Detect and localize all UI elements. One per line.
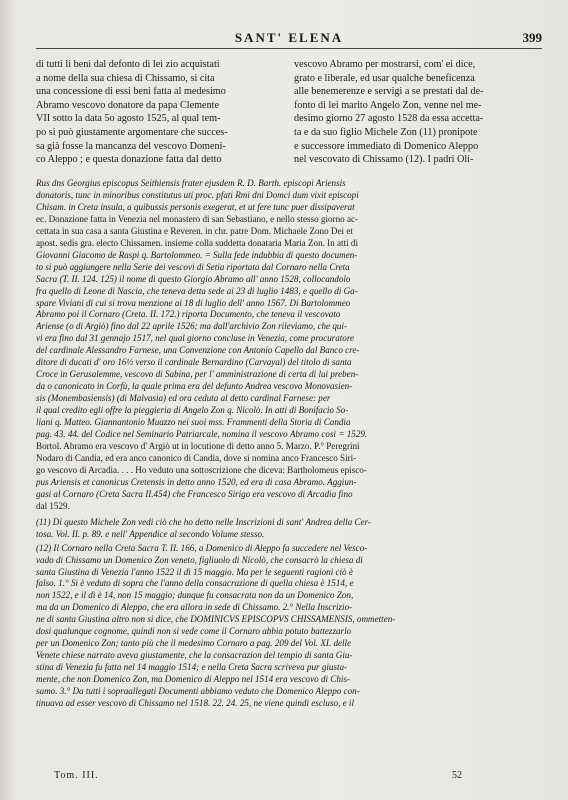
text-line: Croce in Gerusalemme, vescovo di Sabina, per l' amministrazione di certa di lui preben-: [36, 369, 359, 380]
text-line: pus Ariensis et canonicus Cretensis in detto anno 1520, ed era di casa Abramo. Aggiun-: [36, 476, 357, 487]
text-line: sa già fosse la mancanza del vescovo Domeni-: [36, 140, 226, 152]
text-line: nel vescovato di Chissamo (12). I padri Oli-: [294, 154, 474, 166]
text-line: ta e da suo figlio Michele Zon (11) pronipote: [294, 126, 478, 138]
footnote-continued: [36, 178, 542, 513]
text-line: samo. 3.° Da tutti i sopraallegati Documenti abbiamo veduto che Domenico Aleppo con-: [36, 686, 360, 697]
text-line: tinuava ad esser vescovo di Chissamo nel 1518. 22. 24. 25, ne viene quindi escluso, e il: [36, 697, 354, 708]
text-line: del cardinale Alessandro Farnese, una Convenzione con Antonio Capello dal Banco cre-: [36, 345, 360, 356]
text-line: VII sotto la data 5o agosto 1525, al qual tem-: [36, 113, 221, 125]
text-line: spare Viviani di cui si trova menzione ai 18 di luglio dell' anno 1567. Di Bartolommeo: [36, 297, 351, 308]
text-line: per un Domenico Zon; tanto più che il medesimo Cornaro a pag. 209 del Vol. XI. delle: [36, 638, 352, 649]
text-line: dosi qualunque cognome, quindi non si vede come il Cornaro abbia potuto battezzarlo: [36, 626, 352, 637]
text-line: vi era fino dal 31 gennajo 1517, nel qual giorno concluse in Venezia, come procuratore: [36, 333, 355, 344]
text-line: co Aleppo ; e questa donazione fatta dal detto: [36, 154, 222, 166]
page-number: 399: [522, 30, 542, 45]
text-line: non 1522, e il dì è 14, non 15 maggio; dunque fu consacrata non da un Domenico Zon,: [36, 590, 354, 601]
text-line: apost. sedis gra. electo Chissamen. insieme colla suddetta donataria Maria Zon. In atti di: [36, 237, 358, 248]
text-line: dal 1529.: [36, 500, 70, 511]
text-line: (12) Il Cornaro nella Creta Sacra T. II. 166, a Domenico di Aleppo fa succedere nel Vesco-: [36, 542, 368, 553]
text-line: Rus dns Georgius episcopus Seithiensis frater ejusdem R. D. Barth. episcopi Ariensis: [36, 178, 346, 188]
text-line: grato e liberale, ed usar qualche beneficenza: [294, 72, 475, 84]
main-text-right-column: [294, 58, 534, 167]
text-line: da o canonicato in Corfù, la quale prima era del defunto Andrea vescovo Monovasien-: [36, 381, 353, 392]
text-line: il qual credito egli offre la pieggieria di Angelo Zon q. Nicolò. In atti di Bonifacio So-: [36, 405, 349, 416]
text-line: liani q. Matteo. Giannantonio Muazzo nei suoi mss. Frammenti della Storia di Candia: [36, 417, 351, 428]
text-line: Venete chiese narrato aveva giustamente, che la consacrazion del tempio di santa Giu-: [36, 650, 353, 661]
text-line: falso. 1.° Si è veduto di sopra che l'anno della consacrazione di quella chiesa è 1514, e: [36, 578, 354, 589]
text-line: sis (Monembasiensis) (di Malvasia) ed ora ceduta al detto cardinal Farnese: per: [36, 393, 331, 404]
text-line: tosa. Vol. II. p. 89. e nell' Appendice al secondo Volume stesso.: [36, 528, 265, 539]
page-header: [36, 30, 542, 48]
text-line: Giovanni Giacomo de Raspi q. Bartolommeo. = Sulla fede indubbia di questo documen-: [36, 249, 358, 260]
text-line: Bortol. Abramo era vescovo d' Argiò ut in locutione di detto anno 5. Marzo. P.° Peregrini: [36, 440, 360, 451]
gathering-signature: 52: [452, 770, 462, 781]
text-line: Abramo poi il Cornaro (Creta. II. 172.) riporta Documento, che teneva il vescovato: [36, 309, 341, 320]
text-line: pag. 43. 44. del Codice nel Seminario Patriarcale, nomina il vescovo Abramo così = 1529.: [36, 429, 368, 440]
text-line: ec. Donazione fatta in Venezia nel monastero di san Sebastiano, e nello stesso giorno ac-: [36, 213, 359, 224]
text-line: to si può aggiungere nella Serie dei vescovi di Setia riportata dal Cornaro nella Creta: [36, 261, 350, 272]
text-line: santa Giustina di Venezia l'anno 1522 il dì 15 maggio. Ma per le seguenti ragioni ciò è: [36, 566, 353, 577]
text-line: Nodaro di Candia, ed era anco canonico di Candia, dove si nomina anco Francesco Siri-: [36, 452, 357, 463]
text-line: Chisam. in Creta insula, a quibussis personis exegerat, et ut fere tunc puer dissipaverat: [36, 201, 355, 212]
text-line: gasi al Cornaro (Creta Sacra II.454) che Francesco Sirigo era vescovo di Arcadia fino: [36, 488, 353, 499]
text-line: ne di santa Giustina altro non si dice, che DOMINICVS EPISCOPVS CHISSAMENSIS, ommetten-: [36, 614, 396, 625]
text-line: vescovo Abramo per mostrarsi, com' ei dice,: [294, 59, 476, 70]
text-line: fra quello di Leone di Nascia, che teneva detta sede ai 23 di luglio 1483, e quello di Ga-: [36, 285, 358, 296]
footnotes: [36, 178, 542, 710]
text-line: mente, che non Domenico Zon, ma Domenico di Aleppo nel 1514 era vescovo di Chis-: [36, 674, 351, 685]
footnote-11: [36, 517, 542, 541]
text-line: donatoris, tunc in minoribus constitutus uti proc. pfati Rmi dni Domci dum vixit episcopi: [36, 189, 359, 200]
page-footer: [36, 770, 542, 784]
running-title: SANT' ELENA: [234, 30, 344, 45]
text-line: desimo giorno 27 agosto 1528 da essa accetta-: [294, 113, 484, 125]
volume-signature: Tom. III.: [54, 770, 99, 781]
text-line: di tutti li beni dal defonto di lei zio acquistati: [36, 59, 220, 70]
text-line: cettata in sua casa a santa Giustina e Reveren. in chr. patre Dom. Michaele Zono Dei et: [36, 225, 353, 236]
header-rule: [36, 48, 542, 49]
text-line: una concessione di essi beni fatta al medesimo: [36, 86, 226, 98]
main-text-left-column: [36, 58, 276, 167]
text-line: Ariense (o di Argiò) fino dal 22 aprile 1526; ma dall'archivio Zon rileviamo, che qui-: [36, 321, 348, 332]
footnote-12: [36, 543, 542, 710]
text-line: e successore immediato di Domenico Aleppo: [294, 140, 479, 152]
text-line: vado di Chissamo un Domenico Zon veneto, figliuolo di Nicolò, che consacrò la chiesa di: [36, 554, 363, 565]
text-line: po si può giustamente argomentare che succes-: [36, 126, 228, 138]
text-line: Abramo vescovo donatore da papa Clemente: [36, 99, 220, 111]
text-line: alle benemerenze e servigi a se prestati dal de-: [294, 86, 484, 98]
text-line: ma da un Domenico di Aleppo, che era allora in sede di Chissamo. 2.° Nella Inscrizio-: [36, 602, 353, 613]
main-text: [36, 58, 542, 166]
text-line: ditore di ducati d' oro 16½ verso il cardinale Bernardino (Carvayal) del titolo di santa: [36, 357, 352, 368]
text-line: go vescovo di Arcadia. . . . Ho veduto una sottoscrizione che diceva: Bartholomeus episco-: [36, 464, 367, 475]
text-line: a nome della sua chiesa di Chissamo, si cita: [36, 72, 215, 84]
text-line: stina di Venezia fu fatta nel 14 maggio 1514; e nella Creta Sacra scriveva pur giusta-: [36, 662, 348, 673]
text-line: fonto di lei marito Angelo Zon, venne nel me-: [294, 99, 482, 111]
text-line: Sacra (T. II. 124. 125) il nome di questo Giorgio Abramo all' anno 1528, collocandolo: [36, 273, 351, 284]
text-line: (11) Di questo Michele Zon vedi ciò che ho detto nelle Inscrizioni di sant' Andrea della Cer-: [36, 516, 371, 527]
